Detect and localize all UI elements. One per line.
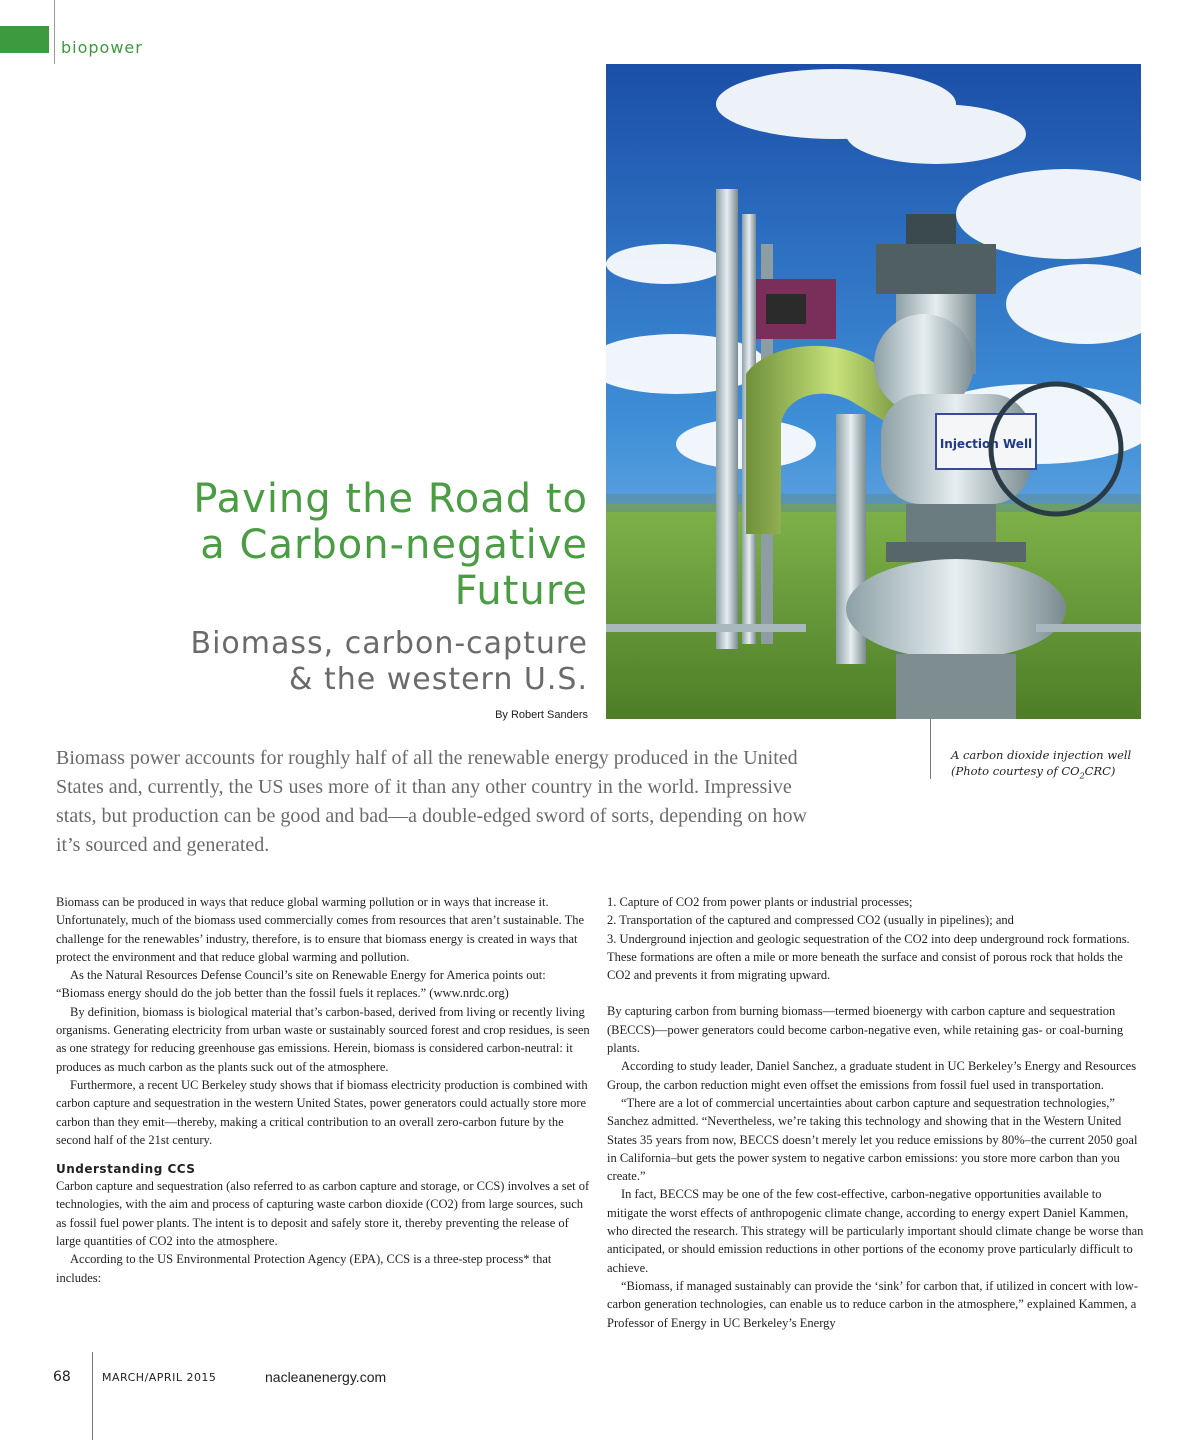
paragraph: “Biomass, if managed sustainably can provide the ‘sink’ for carbon that, if utilized in concert with low-carbon generation technologies, can enable us to reduce carbon in the atmosphere,” explained Kammen, a Professor of Energy in UC Berkeley’s Energy: [607, 1278, 1138, 1330]
injection-well-sign: Injection Well: [939, 437, 1033, 451]
section-color-tab: [0, 26, 49, 53]
paragraph: “There are a lot of commercial uncertainties about carbon capture and sequestration technologies,” Sanchez admitted. “Nevertheless, we’re taking this technology and showing that in the Western United States 35 years from now, BECCS doesn’t merely let you reduce emissions by 80%–the current 2050 goal in California–but gets the power system to negative carbon emissions: you store more carbon than you create.”: [607, 1095, 1138, 1184]
section-label: biopower: [61, 38, 143, 57]
paragraph: In fact, BECCS may be one of the few cost-effective, carbon-negative opportunities available to mitigate the worst effects of anthropogenic climate change, according to energy expert Daniel Kammen, who directed the research. This strategy will be particularly important should climate change be worse than anticipated, or should emission reductions in other portions of the economy prove particularly difficult to achieve.: [607, 1187, 1144, 1275]
article-title: [40, 476, 588, 614]
article-subtitle: [40, 626, 588, 698]
article-subtitle-line-1: Biomass, carbon-capture: [190, 626, 588, 661]
byline: By Robert Sanders: [495, 709, 588, 721]
list-item: 2. Transportation of the captured and compressed CO2 (usually in pipelines); and: [607, 913, 1014, 928]
photo-caption: [951, 747, 1151, 784]
paragraph: Biomass can be produced in ways that reduce global warming pollution or in ways that increase it. Unfortunately, much of the biomass used commercially comes from resources that aren’t sustainable. The challenge for the renewables’ industry, therefore, is to ensure that biomass energy is created in ways that protect the environment and that reduce global warming and pollution.: [56, 895, 585, 964]
list-item: 1. Capture of CO2 from power plants or industrial processes;: [607, 895, 913, 909]
left-column: [56, 893, 594, 1287]
article-lede: Biomass power accounts for roughly half of all the renewable energy produced in the United States and, currently, the US uses more of it than any other country in the world. Impressive stats, but production can be good and bad—a double-edged sword of sorts, depending on how it’s sourced and generated.: [56, 747, 807, 856]
header-divider: [54, 0, 55, 64]
page-number: 68: [53, 1369, 71, 1385]
caption-line-2: (Photo courtesy of $CO_2CRC$): [951, 764, 1116, 781]
list-item: 3. Underground injection and geologic sequestration of the CO2 into deep underground rock formations. These formations are often a mile or more beneath the surface and consist of porous rock that holds the CO2 and prevents it from migrating upward.: [607, 931, 1130, 983]
issue-date: MARCH/APRIL 2015: [102, 1371, 217, 1384]
paragraph: Furthermore, a recent UC Berkeley study shows that if biomass electricity production is combined with carbon capture and sequestration in the western United States, power generators could actually store more carbon than they emit—thereby, making a critical contribution to an overall zero-carbon future by the second half of the 21st century.: [56, 1077, 588, 1147]
paragraph: As the Natural Resources Defense Council’s site on Renewable Energy for America points out: “Biomass energy should do the job better than the fossil fuels it replaces.” (www.nrdc.org): [56, 968, 546, 1001]
caption-divider: [930, 719, 931, 779]
section-heading: Understanding CCS: [56, 1162, 196, 1177]
article-title-line-1: Paving the Road to: [193, 476, 588, 522]
right-column: [607, 893, 1145, 1332]
paragraph: According to study leader, Daniel Sanchez, a graduate student in UC Berkeley’s Energy and Resources Group, the carbon reduction might even offset the emissions from fossil fuel used in transportation.: [607, 1059, 1137, 1092]
injection-well-photo: [606, 64, 1141, 719]
article-title-line-3: Future: [454, 568, 588, 614]
paragraph: By definition, biomass is biological material that’s carbon-based, derived from living or recently living organisms. Generating electricity from urban waste or sustainably sourced forest and crop residues, is seen as one strategy for reducing greenhouse gas emissions. Herein, biomass is considered carbon-neutral: it produces as much carbon as the plants suck out of the atmosphere.: [56, 1004, 590, 1074]
caption-line-1: A carbon dioxide injection well: [951, 748, 1132, 762]
paragraph: Carbon capture and sequestration (also referred to as carbon capture and storage, or CCS) involves a set of technologies, with the aim and process of capturing waste carbon dioxide (CO2) from large sources, such as fossil fuel power plants. The intent is to deposit and safely store it, thereby preventing the release of large quantities of CO2 into the atmosphere.: [56, 1179, 590, 1249]
footer-divider: [92, 1352, 93, 1440]
paragraph: By capturing carbon from burning biomass—termed bioenergy with carbon capture and sequestration (BECCS)—power generators could become carbon-negative even, while retaining gas- or coal-burning plants.: [607, 1004, 1124, 1056]
paragraph: According to the US Environmental Protection Agency (EPA), CCS is a three-step process* that includes:: [56, 1252, 552, 1285]
article-title-line-2: a Carbon-negative: [200, 522, 588, 568]
site-url[interactable]: nacleanenergy.com: [265, 1369, 387, 1385]
article-subtitle-line-2: & the western U.S.: [289, 662, 588, 697]
